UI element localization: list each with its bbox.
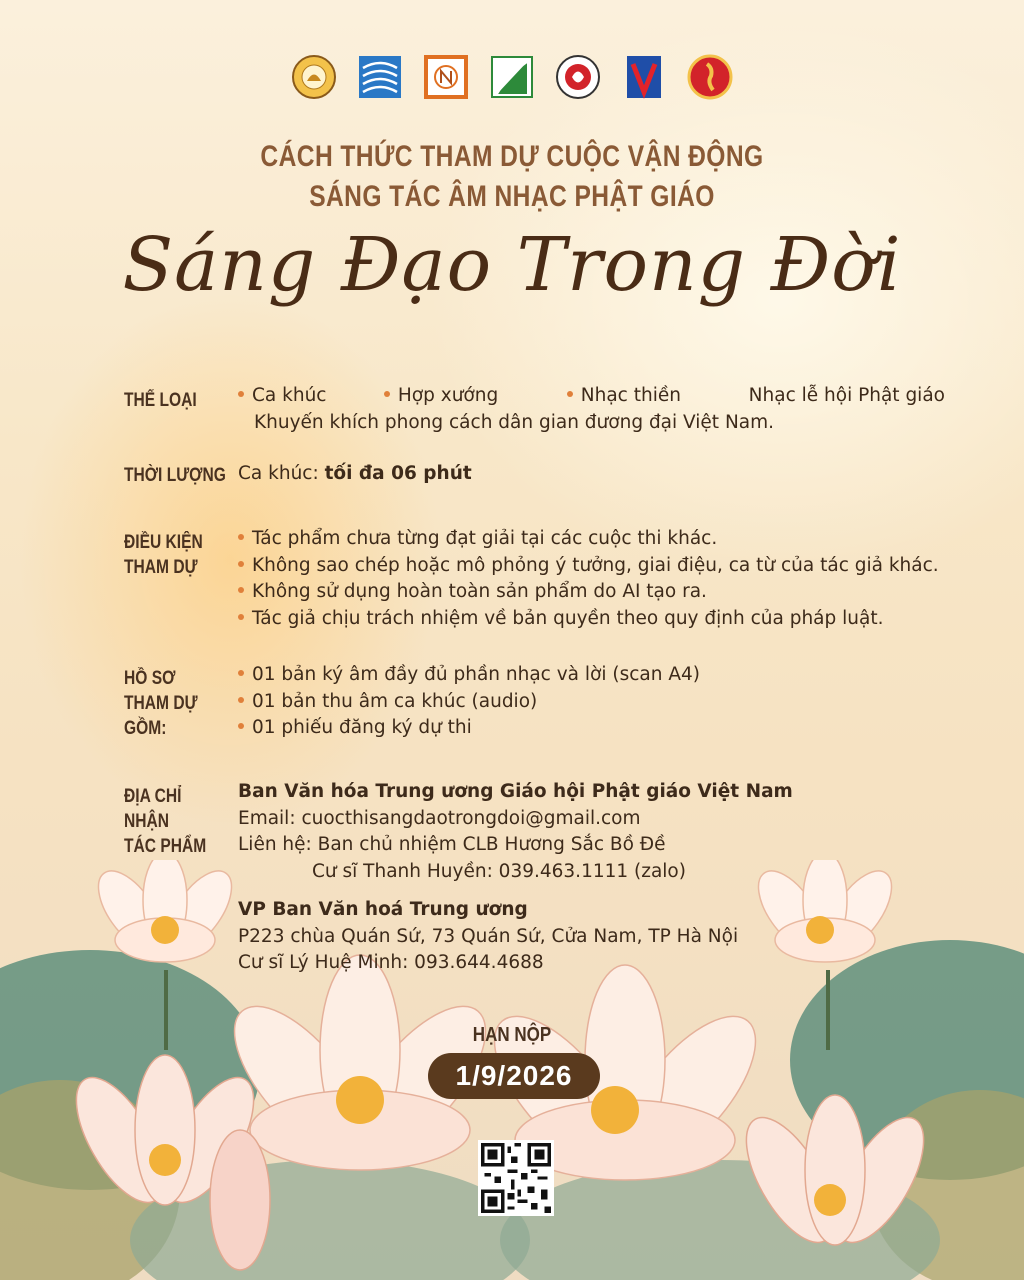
bullet-icon <box>238 587 244 593</box>
genre-label: THỂ LOẠI <box>124 390 197 411</box>
genre-item: Hợp xướng <box>384 383 561 410</box>
condition-item: Không sao chép hoặc mô phỏng ý tưởng, giai điệu, ca từ của tác giả khác. <box>238 553 939 580</box>
condition-item: Tác giả chịu trách nhiệm về bản quyền theo quy định của pháp luật. <box>238 606 939 633</box>
office-block <box>238 897 738 977</box>
bullet-icon <box>238 614 244 620</box>
title-line-1: CÁCH THỨC THAM DỰ CUỘC VẬN ĐỘNG <box>260 140 764 173</box>
bullet-icon <box>238 723 244 729</box>
orange-frame-logo-icon <box>421 54 471 100</box>
bullet-icon <box>238 697 244 703</box>
circle-seal-logo-icon <box>553 54 603 100</box>
condition-item: Tác phẩm chưa từng đạt giải tại các cuộc thi khác. <box>238 526 939 553</box>
bullet-icon <box>238 391 244 397</box>
genre-list <box>238 383 945 436</box>
genre-item: Nhạc lễ hội Phật giáo <box>748 385 945 406</box>
qr-code-icon[interactable] <box>478 1140 554 1216</box>
office-address: P223 chùa Quán Sứ, 73 Quán Sứ, Cửa Nam, TP Hà Nội <box>238 925 739 947</box>
conditions-list <box>238 526 939 632</box>
wave-logo-icon <box>355 54 405 100</box>
title-line-2: SÁNG TÁC ÂM NHẠC PHẬT GIÁO <box>309 180 715 213</box>
address-label: ĐỊA CHỈ NHẬN TÁC PHẨM <box>124 786 207 857</box>
duration-value: tối đa 06 phút <box>324 463 472 484</box>
dossier-item: 01 bản thu âm ca khúc (audio) <box>238 689 700 716</box>
office-name: VP Ban Văn hoá Trung ương <box>238 899 528 920</box>
duration-text: Ca khúc: tối đa 06 phút <box>238 463 472 484</box>
dossier-label: HỒ SƠ THAM DỰ GỒM: <box>124 668 198 739</box>
script-title: Sáng Đạo Trong Đời <box>122 222 902 308</box>
blue-v-logo-icon <box>619 54 669 100</box>
bullet-icon <box>384 391 390 397</box>
address-block <box>238 779 793 885</box>
genre-item: Nhạc thiền <box>567 383 743 410</box>
deadline-label: HẠN NỘP <box>472 1024 552 1046</box>
address-org: Ban Văn hóa Trung ương Giáo hội Phật giáo Việt Nam <box>238 781 793 802</box>
lotus-flower-left-top <box>86 860 244 962</box>
duration-label: THỜI LƯỢNG <box>124 465 226 486</box>
bullet-icon <box>238 534 244 540</box>
address-contact-person: Cư sĩ Thanh Huyền: 039.463.1111 (zalo) <box>312 860 686 882</box>
bullet-icon <box>238 561 244 567</box>
bullet-icon <box>238 670 244 676</box>
conditions-label: ĐIỀU KIỆN THAM DỰ <box>124 532 203 578</box>
buddhist-church-seal-icon <box>289 54 339 100</box>
genre-item: Ca khúc <box>238 383 378 410</box>
address-contact: Liên hệ: Ban chủ nhiệm CLB Hương Sắc Bồ Đề <box>238 834 666 855</box>
condition-item: Không sử dụng hoàn toàn sản phẩm do AI tạo ra. <box>238 579 939 606</box>
vietnam-map-seal-icon <box>685 54 735 100</box>
logo-row <box>0 54 1024 100</box>
dossier-item: 01 bản ký âm đầy đủ phần nhạc và lời (scan A4) <box>238 662 700 689</box>
dossier-list <box>238 662 700 742</box>
deadline-badge: 1/9/2026 <box>428 1053 600 1099</box>
office-contact: Cư sĩ Lý Huệ Minh: 093.644.4688 <box>238 952 544 973</box>
bullet-icon <box>567 391 573 397</box>
dossier-item: 01 phiếu đăng ký dự thi <box>238 715 700 742</box>
green-leaf-logo-icon <box>487 54 537 100</box>
address-email[interactable]: Email: cuocthisangdaotrongdoi@gmail.com <box>238 807 641 829</box>
genre-note: Khuyến khích phong cách dân gian đương đại Việt Nam. <box>254 411 775 433</box>
